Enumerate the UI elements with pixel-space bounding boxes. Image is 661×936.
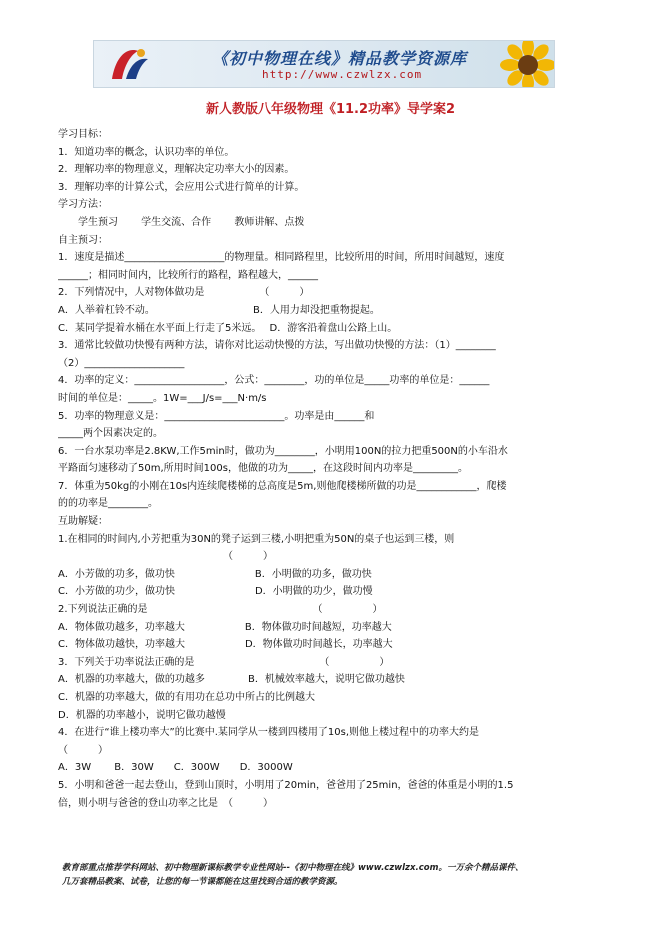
worksheet-line: C．小芳做的功少，做功快 D．小明做的功少，做功慢 bbox=[58, 586, 373, 598]
worksheet-line: 7．体重为50kg的小刚在10s内连续爬楼梯的总高度是5m,则他爬楼梯所做的功是____________，爬楼 bbox=[58, 480, 507, 492]
worksheet-line: 1.在相同的时间内,小芳把重为30N的凳子运到三楼,小明把重为50N的桌子也运到三楼，则 bbox=[58, 533, 455, 545]
footer-line: 教育部重点推荐学科网站、初中物理新课标教学专业性网站--《初中物理在线》www.czwlzx.com。一万余个精品课件、 bbox=[62, 863, 524, 873]
worksheet-line: 1．知道功率的概念，认识功率的单位。 bbox=[58, 146, 235, 158]
worksheet-line: ______；相同时间内，比较所行的路程，路程越大，______ bbox=[58, 269, 318, 281]
worksheet-line: 互助解疑： bbox=[58, 516, 108, 528]
worksheet-line: A．人举着杠铃不动。 B．人用力却没把重物提起。 bbox=[58, 304, 380, 316]
worksheet-line: A．小芳做的功多，做功快 B．小明做的功多，做功快 bbox=[58, 568, 372, 580]
worksheet-line: 学习方法： bbox=[58, 199, 108, 211]
worksheet-line: 3．通常比较做功快慢有两种方法，请你对比运动快慢的方法，写出做功快慢的方法：（1）________ bbox=[58, 340, 496, 352]
worksheet-line: 学习目标： bbox=[58, 129, 108, 140]
sunflower-icon bbox=[490, 40, 555, 88]
worksheet-line: C．物体做功越快，功率越大 D．物体做功时间越长，功率越大 bbox=[58, 639, 393, 651]
banner-title: 《初中物理在线》精品教学资源库 bbox=[212, 49, 468, 68]
document-title: 新人教版八年级物理《11.2功率》导学案2 bbox=[205, 102, 456, 117]
worksheet-line: 3．理解功率的计算公式，会应用公式进行简单的计算。 bbox=[58, 181, 305, 193]
worksheet-line: 4．在进行“谁上楼功率大”的比赛中.某同学从一楼到四楼用了10s,则他上楼过程中的功率大约是 bbox=[58, 727, 480, 739]
worksheet-line: _____两个因素决定的。 bbox=[58, 428, 163, 440]
worksheet-line: 2．下列情况中，人对物体做功是 （ ） bbox=[58, 287, 310, 299]
worksheet-line: 1．速度是描述____________________的物理量。相同路程里，比较所用的时间，所用时间越短，速度 bbox=[58, 252, 505, 264]
worksheet-line: C．机器的功率越大，做的有用功在总功中所占的比例越大 bbox=[58, 692, 315, 703]
worksheet-line: D．机器的功率越小，说明它做功越慢 bbox=[58, 709, 226, 721]
worksheet-line: A．机器的功率越大，做的功越多 B．机械效率越大，说明它做功越快 bbox=[58, 674, 405, 686]
banner-url: http://www.czwlzx.com bbox=[262, 68, 423, 81]
worksheet-line: 3．下列关于功率说法正确的是 （ ） bbox=[58, 656, 390, 668]
worksheet-line: 倍，则小明与爸爸的登山功率之比是 （ ） bbox=[58, 797, 273, 809]
worksheet-line: A．3W B．30W C．300W D．3000W bbox=[58, 762, 293, 774]
worksheet-line: 4．功率的定义：__________________，公式：________，功的单位是_____功率的单位是：______ bbox=[58, 375, 490, 387]
worksheet-body bbox=[58, 126, 588, 812]
header-banner bbox=[93, 40, 555, 88]
worksheet-line: 平路面匀速移动了50m,所用时间100s，他做的功为_____，在这段时间内功率是_________。 bbox=[58, 463, 468, 475]
worksheet-line: 的的功率是________。 bbox=[58, 498, 158, 510]
worksheet-line: （ ） bbox=[58, 551, 273, 563]
footer-line: 几万套精品教案、试卷，让您的每一节课都能在这里找到合适的教学资源。 bbox=[62, 877, 343, 887]
worksheet-line: （2）____________________ bbox=[58, 357, 185, 369]
footer bbox=[62, 861, 622, 889]
worksheet-line: A．物体做功越多，功率越大 B．物体做功时间越短，功率越大 bbox=[58, 621, 392, 633]
logo-icon bbox=[108, 45, 152, 83]
worksheet-line: 2.下列说法正确的是 （ ） bbox=[58, 604, 383, 616]
worksheet-line: 时间的单位是：_____。1W=___J/s=___N·m/s bbox=[58, 392, 267, 404]
worksheet-line: 学生预习 学生交流、合作 教师讲解、点拨 bbox=[58, 216, 305, 228]
worksheet-line: 5．功率的物理意义是：________________________。功率是由______和 bbox=[58, 410, 375, 422]
worksheet-line: 自主预习： bbox=[58, 234, 108, 246]
worksheet-line: 6．一台水泵功率是2.8KW,工作5min时，做功为________，小明用100N的拉力把重500N的小车沿水 bbox=[58, 445, 508, 457]
worksheet-line: C．某同学提着水桶在水平面上行走了5米远。 D．游客沿着盘山公路上山。 bbox=[58, 322, 398, 334]
worksheet-line: 5．小明和爸爸一起去登山，登到山顶时，小明用了20min，爸爸用了25min，爸爸的体重是小明的1.5 bbox=[58, 779, 514, 791]
worksheet-line: 2．理解功率的物理意义，理解决定功率大小的因素。 bbox=[58, 164, 295, 176]
worksheet-line: （ ） bbox=[58, 744, 108, 756]
